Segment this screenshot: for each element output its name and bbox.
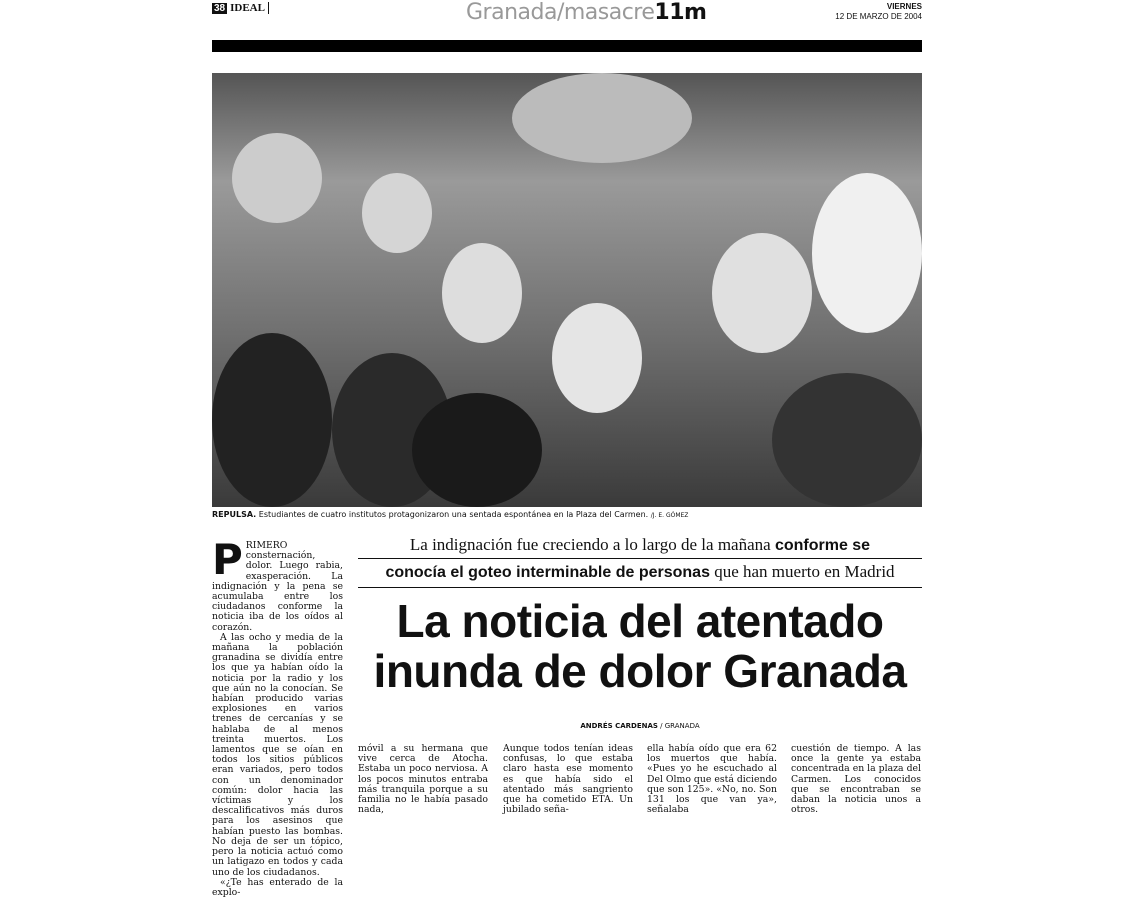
article-column-3: Aunque todos tenían ideas confusas, lo que estaba claro hasta ese momento es que había sido el atentado más sangriento que ha cometido ETA. Un jubilado seña- — [503, 743, 633, 816]
deck-bold: conforme se — [774, 537, 871, 554]
paragraph: «¿Te has enterado de la explo- — [212, 876, 343, 898]
crowd-photo — [212, 73, 922, 507]
photo-caption — [212, 510, 688, 519]
section-title — [466, 0, 706, 25]
caption-text: Estudiantes de cuatro institutos protagonizaron una sentada espontánea en la Plaza del Carmen. — [258, 510, 649, 519]
drop-cap: P — [212, 535, 243, 584]
headline-line: inunda de dolor Granada — [373, 645, 907, 697]
photo-credit: /J. E. GÓMEZ — [650, 512, 689, 519]
paragraph: RIMERO consternación, dolor. Luego rabia, exasperación. La indignación y la pena se acumulaba entre los ciudadanos conforme la noticia iba de los oídos al corazón. — [212, 540, 343, 633]
section-name: Granada/masacre — [466, 0, 655, 25]
issue-date — [835, 2, 922, 22]
paragraph: A las ocho y media de la mañana la población granadina se dividía entre los que ya habían oído la noticia por la radio y los que aún no la conocían. Se habían producido varias explosiones en varios trenes de cercanías y se hablaba de al menos treinta muertos. Los lamentos que se oían en todos los sitios públicos eran variados, pero todos con un denominador común: dolor hacia las víctimas y los descalificativos más duros para los asesinos que habían puesto las bombas. No deja de ser un tópico, pero la noticia actuó como un latigazo en todos y cada uno de los ciudadanos. — [212, 631, 343, 878]
byline — [358, 722, 922, 730]
deck-text: La indignación fue creciendo a lo largo de la mañana — [409, 535, 775, 554]
date: 12 DE MARZO DE 2004 — [835, 12, 922, 21]
weekday: VIERNES — [886, 2, 922, 11]
author: ANDRÉS CARDENAS — [580, 722, 658, 730]
page-number: 38 — [214, 2, 226, 14]
article-column-4: ella había oído que era 62 los muertos que había. «Pues yo he escuchado al Del Olmo que está diciendo que son 125». «No, no. Son 131 los que van ya», señalaba — [647, 743, 777, 816]
section-tag: 11m — [654, 0, 707, 25]
subheadline — [358, 532, 922, 588]
deck-text: que han muerto en Madrid — [709, 562, 895, 581]
deck-bold: conocía el goteo interminable de personas — [385, 564, 710, 581]
article-column-5: cuestión de tiempo. A las once la gente ya estaba concentrada en la plaza del Carmen. Los conocidos que se encontraban se daban la noticia unos a otros. — [791, 743, 921, 816]
location: / GRANADA — [660, 722, 700, 730]
article-column-2: móvil a su hermana que vive cerca de Atocha. Estaba un poco nerviosa. A los pocos minutos entraba más tranquila porque a su familia no le había pasado nada, — [358, 743, 488, 816]
headline — [358, 596, 922, 696]
newspaper-name: IDEAL — [230, 2, 269, 14]
headline-line: La noticia del atentado — [396, 595, 884, 647]
article-column-1 — [212, 535, 343, 898]
page-header-left — [212, 2, 269, 14]
header-bar — [212, 40, 922, 52]
caption-label: REPULSA. — [212, 510, 257, 519]
